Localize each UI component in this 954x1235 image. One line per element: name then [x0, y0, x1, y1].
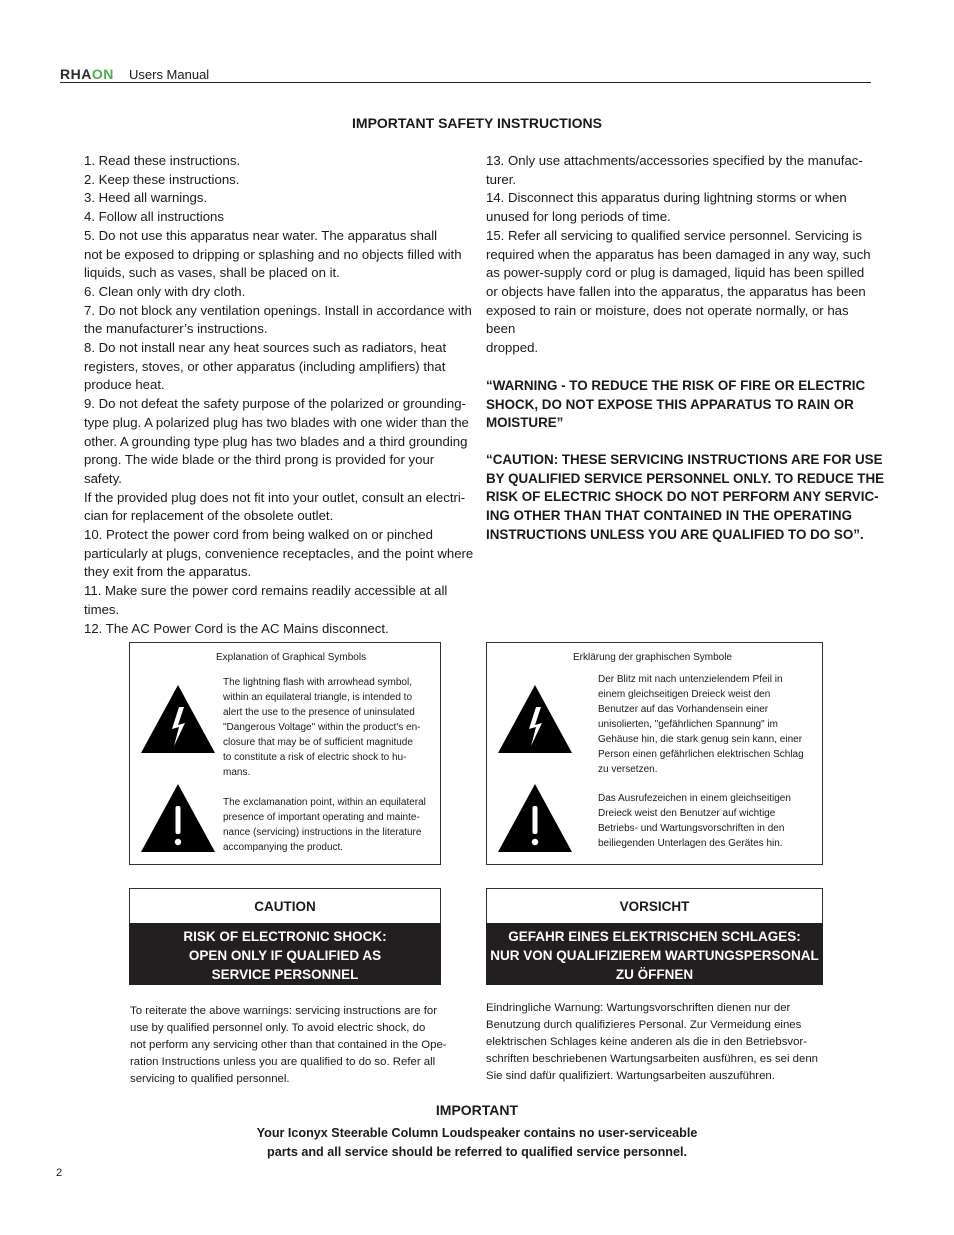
lightning-description-de	[598, 672, 818, 777]
reiterate-line: servicing to qualified personnel.	[130, 1073, 290, 1085]
symbols-box-de	[486, 642, 823, 865]
instruction-line: 3. Heed all warnings.	[84, 190, 208, 206]
instruction-line: as power-supply cord or plug is damaged, liquid has been spilled	[486, 265, 865, 281]
instruction-line: liquids, such as vases, shall be placed on it.	[84, 265, 340, 281]
instruction-line: required when the apparatus has been damaged in any way, such	[486, 246, 871, 262]
symbol-text-line: "Dangerous Voltage" within the product's en-	[223, 722, 421, 733]
exclamation-description-en	[223, 795, 438, 855]
symbol-text-line: Benutzer auf das Vorhandensein einer	[598, 704, 769, 715]
reiterate-line: To reiterate the above warnings: servicing instructions are for	[130, 1005, 438, 1017]
caution-line: ING OTHER THAN THAT CONTAINED IN THE OPERATING	[486, 508, 852, 524]
exclamation-description-de	[598, 791, 818, 851]
symbol-text-line: einem gleichseitigen Dreieck weist den	[598, 689, 771, 700]
instruction-line: turer.	[486, 171, 517, 187]
symbol-text-line: nance (servicing) instructions in the literature	[223, 827, 422, 838]
instruction-line: If the provided plug does not fit into your outlet, consult an electri-	[84, 489, 466, 505]
caution-label-line: SERVICE PERSONNEL	[211, 967, 359, 982]
instruction-line: prong. The wide blade or the third prong is provided for your safety.	[84, 452, 435, 486]
instruction-line: 4. Follow all instructions	[84, 209, 224, 225]
symbol-text-line: closure that may be of sufficient magnitude	[223, 737, 413, 748]
vorsicht-label-line: GEFAHR EINES ELEKTRISCHEN SCHLAGES:	[508, 929, 801, 944]
symbol-text-line: The exclamanation point, within an equilateral	[223, 797, 426, 808]
caution-line: BY QUALIFIED SERVICE PERSONNEL ONLY. TO REDUCE THE	[486, 470, 885, 486]
instruction-line: 7. Do not block any ventilation openings. Install in accordance with	[84, 302, 472, 318]
instruction-line: 10. Protect the power cord from being walked on or pinched	[84, 527, 433, 543]
lightning-warning-icon	[496, 683, 574, 755]
lightning-warning-icon	[139, 683, 217, 755]
rhaon-logo	[60, 66, 114, 82]
symbol-text-line: Dreieck weist den Benutzer auf wichtige	[598, 808, 776, 819]
warning-notice	[486, 377, 886, 433]
caution-label-line: OPEN ONLY IF QUALIFIED AS	[188, 948, 382, 963]
symbol-text-line: beiliegenden Unterlagen des Gerätes hin.	[598, 838, 783, 849]
instruction-line: 1. Read these instructions.	[84, 153, 241, 168]
symbol-text-line: zu versetzen.	[598, 764, 658, 775]
warning-line: MOISTURE”	[486, 415, 564, 431]
instruction-line: cian for replacement of the obsolete outlet.	[84, 508, 334, 524]
instruction-line: 8. Do not install near any heat sources such as radiators, heat	[84, 340, 447, 356]
caution-line: RISK OF ELECTRIC SHOCK DO NOT PERFORM ANY SERVIC-	[486, 489, 879, 505]
instruction-line: type plug. A polarized plug has two blades with one wider than the	[84, 414, 469, 430]
reiterate-line: use by qualified personnel only. To avoid electric shock, do	[130, 1022, 426, 1034]
exclamation-warning-icon	[496, 782, 574, 854]
exclamation-warning-icon	[139, 782, 217, 854]
symbol-text-line: Person einen gefährlichen elektrischen Schlag	[598, 749, 804, 760]
symbol-text-line: Betriebs- und Wartungsvorschriften in den	[598, 823, 785, 834]
instruction-line: times.	[84, 601, 120, 617]
instruction-line: 15. Refer all servicing to qualified service personnel. Servicing is	[486, 227, 863, 243]
symbol-text-line: Der Blitz mit nach untenzielendem Pfeil in	[598, 674, 783, 685]
instruction-line: 2. Keep these instructions.	[84, 171, 240, 187]
caution-line: “CAUTION: THESE SERVICING INSTRUCTIONS ARE FOR USE	[486, 452, 883, 467]
caution-label-body	[129, 923, 441, 985]
symbols-title-de: Erklärung der graphischen Symbole	[573, 652, 732, 663]
vorsicht-label-head: VORSICHT	[486, 888, 823, 924]
important-line-1: Your Iconyx Steerable Column Loudspeaker contains no user-serviceable	[256, 1126, 698, 1140]
symbols-box-en	[129, 642, 441, 865]
instruction-line: 5. Do not use this apparatus near water. The apparatus shall	[84, 227, 438, 243]
lightning-description-en	[223, 675, 438, 780]
vorsicht-label-line: NUR VON QUALIFIZIEREM WARTUNGSPERSONAL	[490, 948, 819, 963]
instruction-line: 14. Disconnect this apparatus during lightning storms or when	[486, 190, 847, 206]
instruction-line: other. A grounding type plug has two blades and a third grounding	[84, 433, 468, 449]
caution-label-head: CAUTION	[129, 888, 441, 924]
warning-line: “WARNING - TO REDUCE THE RISK OF FIRE OR ELECTRIC	[486, 378, 866, 393]
reiterate-line: Sie sind dafür qualifiziert. Wartungsarbeiten auszuführen.	[486, 1070, 775, 1082]
reiterate-text-de	[486, 1000, 831, 1085]
page-number: 2	[56, 1167, 63, 1179]
instruction-line: 6. Clean only with dry cloth.	[84, 283, 246, 299]
instruction-line: dropped.	[486, 340, 539, 356]
instruction-line: produce heat.	[84, 377, 165, 393]
symbols-title-en: Explanation of Graphical Symbols	[216, 652, 367, 663]
instruction-line: 12. The AC Power Cord is the AC Mains disconnect.	[84, 620, 389, 636]
symbol-text-line: to constitute a risk of electric shock to hu-	[223, 752, 407, 763]
symbol-text-line: unisolierten, "gefährlichen Spannung" im	[598, 719, 778, 730]
instruction-line: unused for long periods of time.	[486, 209, 671, 225]
important-heading: IMPORTANT	[435, 1102, 519, 1118]
symbol-text-line: mans.	[223, 767, 251, 778]
instruction-line: registers, stoves, or other apparatus (including amplifiers) that	[84, 358, 446, 374]
instruction-line: exposed to rain or moisture, does not operate normally, or has been	[486, 302, 849, 337]
instruction-line: 13. Only use attachments/accessories specified by the manufac-	[486, 153, 863, 168]
vorsicht-label-line: ZU ÖFFNEN	[615, 967, 694, 982]
manual-label: Users Manual	[129, 67, 210, 82]
header-divider	[60, 82, 871, 83]
warning-line: SHOCK, DO NOT EXPOSE THIS APPARATUS TO RAIN OR	[486, 396, 854, 412]
instruction-line: they exit from the apparatus.	[84, 564, 252, 580]
symbol-text-line: The lightning flash with arrowhead symbol,	[223, 677, 412, 688]
symbol-text-line: Gehäuse hin, die stark genug sein kann, einer	[598, 734, 803, 745]
reiterate-line: Eindringliche Warnung: Wartungsvorschriften dienen nur der	[486, 1002, 791, 1014]
symbol-text-line: presence of important operating and mainte-	[223, 812, 420, 823]
logo-text-a: RHA	[60, 66, 92, 82]
instruction-line: 9. Do not defeat the safety purpose of the polarized or grounding-	[84, 396, 466, 412]
instructions-left-column	[84, 152, 474, 638]
instruction-line: the manufacturer’s instructions.	[84, 321, 268, 337]
instruction-line: particularly at plugs, convenience receptacles, and the point where	[84, 545, 474, 561]
caution-notice	[486, 451, 886, 545]
symbol-text-line: Das Ausrufezeichen in einem gleichseitigen	[598, 793, 791, 804]
instruction-line: or objects have fallen into the apparatus, the apparatus has been	[486, 283, 866, 299]
reiterate-line: schriften beschriebenen Wartungsarbeiten ausführen, es sei denn	[486, 1053, 819, 1065]
caution-label-line: RISK OF ELECTRONIC SHOCK:	[183, 929, 387, 944]
reiterate-line: not perform any servicing other than that contained in the Ope-	[130, 1039, 447, 1051]
instruction-line: 11. Make sure the power cord remains readily accessible at all	[84, 583, 448, 599]
page-title: IMPORTANT SAFETY INSTRUCTIONS	[352, 115, 602, 131]
symbol-text-line: alert the use to the presence of uninsulated	[223, 707, 415, 718]
caution-line: INSTRUCTIONS UNLESS YOU ARE QUALIFIED TO DO SO”.	[486, 526, 864, 542]
vorsicht-label-body	[486, 923, 823, 985]
instruction-line: not be exposed to dripping or splashing and no objects filled with	[84, 246, 462, 262]
reiterate-line: Benutzung durch qualifizieres Personal. Zur Vermeidung eines	[486, 1019, 802, 1031]
important-line-2: parts and all service should be referred to qualified service personnel.	[267, 1145, 687, 1159]
reiterate-line: ration Instructions unless you are qualified to do so. Refer all	[130, 1056, 436, 1068]
instructions-right-column	[486, 152, 876, 358]
symbol-text-line: accompanying the product.	[223, 842, 344, 853]
logo-text-b: ON	[91, 66, 114, 82]
reiterate-line: elektrischen Schlages keine anderen als die in den Betriebsvor-	[486, 1036, 808, 1048]
symbol-text-line: within an equilateral triangle, is intended to	[223, 692, 413, 703]
reiterate-text-en	[130, 1003, 450, 1088]
